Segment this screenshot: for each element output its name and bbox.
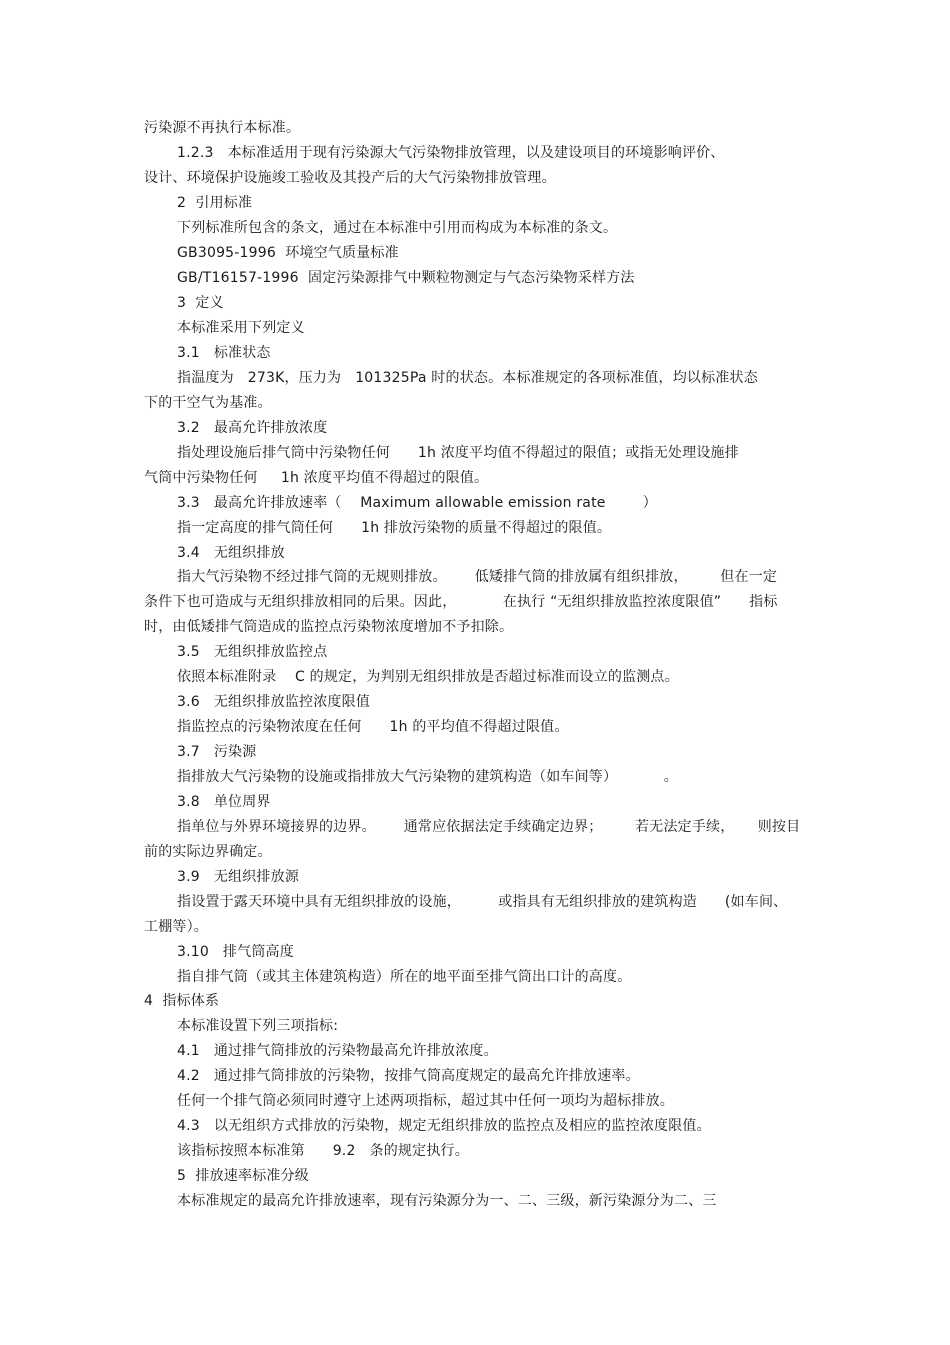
- text-line: 指排放大气污染物的设施或指排放大气污染物的建筑构造（如车间等） 。: [177, 769, 678, 785]
- subsection-heading: 3.7 污染源: [177, 744, 257, 760]
- subsection-heading: 3.6 无组织排放监控浓度限值: [177, 694, 371, 710]
- text-line: 工棚等）。: [144, 919, 208, 935]
- subsection-heading: 3.5 无组织排放监控点: [177, 644, 328, 660]
- text-line: 下的干空气为基准。: [144, 395, 272, 411]
- subsection-heading: 3.10 排气筒高度: [177, 944, 294, 960]
- text-line: 指大气污染物不经过排气筒的无规则排放。 低矮排气筒的排放属有组织排放， 但在一定: [177, 569, 778, 585]
- text-line: 指自排气筒（或其主体建筑构造）所在的地平面至排气筒出口计的高度。: [177, 969, 632, 985]
- text-line: 指单位与外界环境接界的边界。 通常应依据法定手续确定边界； 若无法定手续， 则按目: [177, 819, 801, 835]
- subsection-heading: 3.2 最高允许排放浓度: [177, 420, 328, 436]
- text-line: 4.2 通过排气筒排放的污染物，按排气筒高度规定的最高允许排放速率。: [177, 1068, 640, 1084]
- section-heading: 5 排放速率标准分级: [177, 1168, 310, 1184]
- text-line: 1.2.3 本标准适用于现有污染源大气污染物排放管理，以及建设项目的环境影响评价、: [177, 145, 725, 161]
- text-line: 本标准规定的最高允许排放速率，现有污染源分为一、二、三级，新污染源分为二、三: [177, 1193, 717, 1209]
- text-line: 设计、环境保护设施竣工验收及其投产后的大气污染物排放管理。: [144, 170, 556, 186]
- text-line: 本标准设置下列三项指标:: [177, 1018, 339, 1034]
- subsection-heading: 3.4 无组织排放: [177, 545, 285, 561]
- text-line: 该指标按照本标准第 9.2 条的规定执行。: [177, 1143, 469, 1159]
- section-heading: 2 引用标准: [177, 195, 253, 211]
- text-line: 条件下也可造成与无组织排放相同的后果。因此， 在执行 “无组织排放监控浓度限值” 指标: [144, 594, 778, 610]
- text-line: 气筒中污染物任何 1h 浓度平均值不得超过的限值。: [144, 470, 489, 486]
- text-line: 污染源不再执行本标准。: [144, 120, 301, 136]
- text-line: 本标准采用下列定义: [177, 320, 305, 336]
- text-line: 4.1 通过排气筒排放的污染物最高允许排放浓度。: [177, 1043, 498, 1059]
- text-line: 前的实际边界确定。: [144, 844, 272, 860]
- text-line: 任何一个排气筒必须同时遵守上述两项指标，超过其中任何一项均为超标排放。: [177, 1093, 674, 1109]
- subsection-heading: 3.8 单位周界: [177, 794, 271, 810]
- text-line: 指监控点的污染物浓度在任何 1h 的平均值不得超过限值。: [177, 719, 569, 735]
- text-line: GB/T16157-1996 固定污染源排气中颗粒物测定与气态污染物采样方法: [177, 270, 635, 286]
- text-line: 指温度为 273K，压力为 101325Pa 时的状态。本标准规定的各项标准值，均以标准状态: [177, 370, 758, 386]
- text-line: 指设置于露天环境中具有无组织排放的设施， 或指具有无组织排放的建筑构造 (如车间、: [177, 894, 788, 910]
- subsection-heading: 3.1 标准状态: [177, 345, 271, 361]
- subsection-heading: 3.3 最高允许排放速率（ Maximum allowable emission rate ）: [177, 495, 657, 511]
- text-line: 下列标准所包含的条文，通过在本标准中引用而构成为本标准的条文。: [177, 220, 618, 236]
- text-line: 依照本标准附录 C 的规定，为判别无组织排放是否超过标准而设立的监测点。: [177, 669, 679, 685]
- section-heading: 3 定义: [177, 295, 224, 311]
- text-line: 指一定高度的排气筒任何 1h 排放污染物的质量不得超过的限值。: [177, 520, 612, 536]
- text-line: 指处理设施后排气筒中污染物任何 1h 浓度平均值不得超过的限值；或指无处理设施排: [177, 445, 739, 461]
- text-line: 4.3 以无组织方式排放的污染物，规定无组织排放的监控点及相应的监控浓度限值。: [177, 1118, 711, 1134]
- subsection-heading: 3.9 无组织排放源: [177, 869, 300, 885]
- section-heading: 4 指标体系: [144, 993, 220, 1009]
- text-line: GB3095-1996 环境空气质量标准: [177, 245, 399, 261]
- text-line: 时，由低矮排气筒造成的监控点污染物浓度增加不予扣除。: [144, 619, 514, 635]
